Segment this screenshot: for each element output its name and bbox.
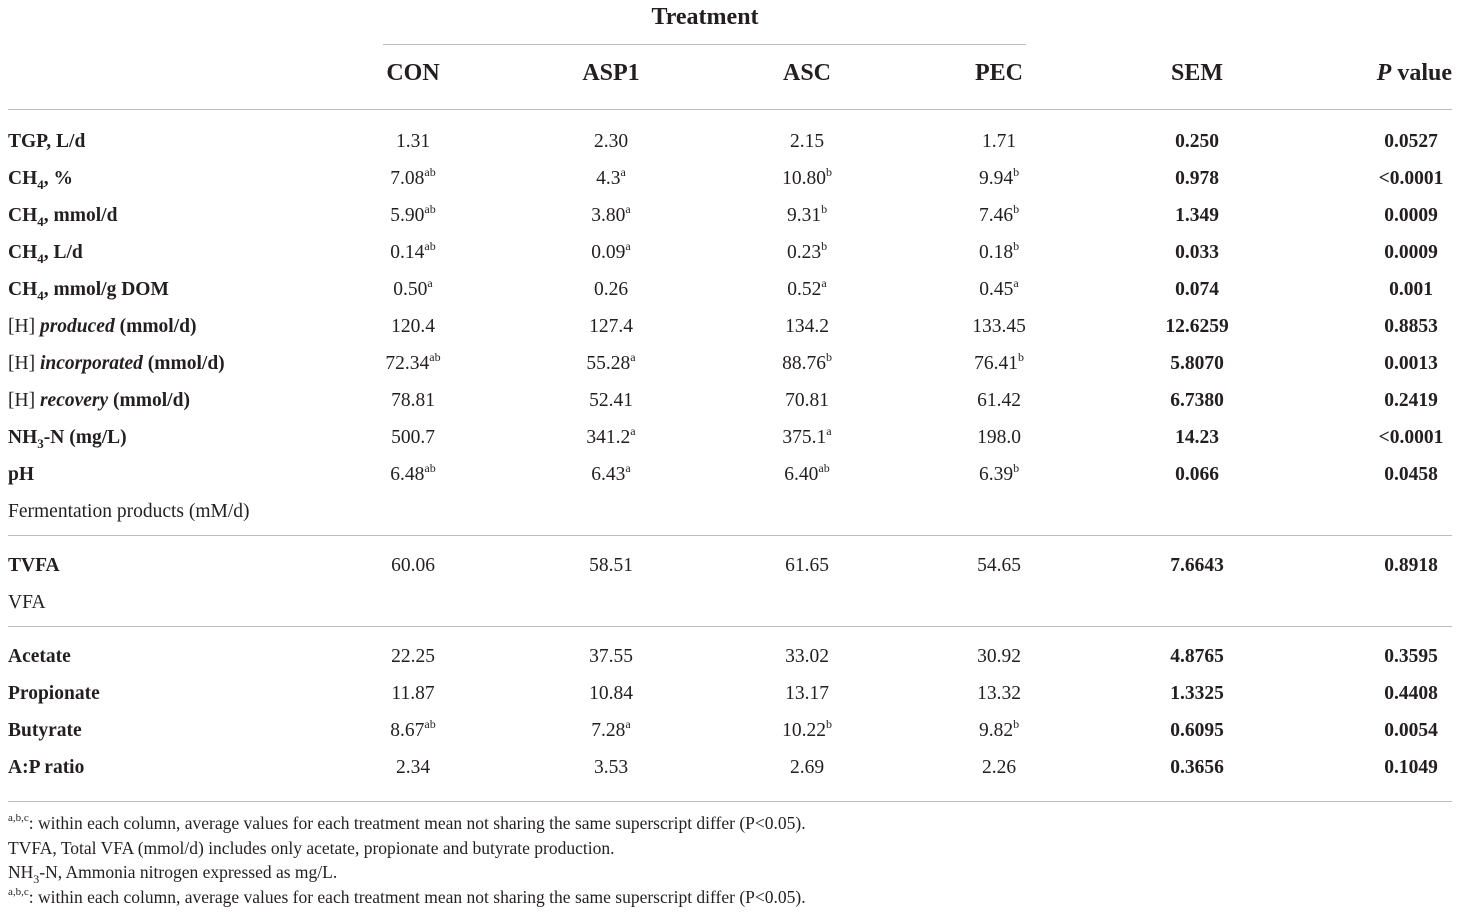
cell-value: 133.45 [972,316,1026,337]
row-label: TGP, L/d [8,131,86,152]
p-value-cell: 0.0527 [1384,131,1438,152]
cell-superscript: a [625,717,631,731]
value-cell [787,275,826,305]
value-cell [784,460,829,490]
cell-value: 52.41 [589,390,633,411]
cell-value: 4.3 [596,168,621,189]
cell-value: 58.51 [589,555,633,576]
value-cell [591,716,630,746]
value-cell [979,164,1019,194]
table-row [0,312,1460,342]
p-value-cell: 0.3595 [1384,646,1438,667]
value-cell [393,275,432,305]
label-prefix: NH [8,427,38,448]
footnote-superscript: a,b,c [8,812,29,824]
cell-value: 13.17 [785,683,829,704]
row-label: Butyrate [8,720,82,741]
table-row [0,201,1460,231]
cell-value: 54.65 [977,555,1021,576]
p-value-rest: value [1391,60,1452,86]
row-label [8,386,190,416]
header-rule [8,109,1452,110]
p-value-cell: 0.0458 [1384,464,1438,485]
cell-value: 0.09 [591,242,626,263]
value-cell [977,386,1021,416]
cell-value: 2.34 [395,757,431,778]
section-rule-fermentation [8,535,1452,536]
value-cell [391,679,434,709]
value-cell [977,642,1021,672]
header-con: CON [386,60,440,86]
value-cell [586,349,635,379]
cell-value: 6.43 [591,464,626,485]
p-italic: P [1376,60,1392,86]
label-suffix: , L/d [43,242,83,263]
value-cell [390,164,435,194]
value-cell [391,551,435,581]
footnote-prefix: NH [8,862,34,882]
row-label [8,164,73,194]
cell-value: 8.67 [390,720,425,741]
value-cell [785,551,829,581]
table-row [0,679,1460,709]
cell-value: 5.90 [390,205,425,226]
cell-value: 3.80 [591,205,626,226]
value-cell [979,460,1019,490]
row-label [8,349,225,379]
p-value-cell: 0.0013 [1384,353,1438,374]
footnote-text: : within each column, average values for each treatment mean not sharing the same superscript differ (P<0.05). [28,813,806,833]
cell-value: 10.84 [589,683,633,704]
cell-value: 7.46 [978,205,1014,226]
value-cell [591,460,630,490]
footnote-superscript: a,b,c [8,886,29,898]
value-cell [391,312,435,342]
treatment-underline [383,44,1026,45]
p-value-cell: 0.4408 [1384,683,1438,704]
cell-value: 37.55 [589,646,633,667]
sem-cell: 0.978 [1175,168,1219,189]
sem-cell: 0.3656 [1170,757,1224,778]
value-cell [979,238,1019,268]
section-rule-vfa [8,626,1452,627]
cell-value: 6.40 [784,464,819,485]
value-cell [589,551,633,581]
bracket-h: [H] [8,316,40,337]
sem-cell: 1.349 [1175,205,1219,226]
cell-superscript: b [825,717,832,731]
cell-superscript: b [821,202,828,216]
table-row [0,423,1460,453]
sem-cell: 0.066 [1175,464,1219,485]
cell-superscript: a [821,276,827,290]
label-suffix: , % [43,168,73,189]
header-asp1: ASP1 [582,60,640,86]
table-row [0,349,1460,379]
footnote [8,886,806,908]
label-italic: incorporated [39,353,143,374]
value-cell [790,753,824,783]
value-cell [596,164,626,194]
bracket-h: [H] [8,390,40,411]
value-cell [979,201,1019,231]
cell-value: 11.87 [391,683,435,704]
cell-superscript: ab [818,461,830,475]
cell-superscript: a [630,424,636,438]
cell-superscript: ab [429,350,441,364]
label-prefix: CH [8,279,38,300]
cell-value: 0.14 [390,242,425,263]
header-treatment: Treatment [651,4,759,30]
cell-value: 6.39 [978,464,1014,485]
cell-superscript: b [825,165,832,179]
value-cell [785,312,829,342]
cell-superscript: a [625,202,631,216]
value-cell [385,349,440,379]
sem-cell: 0.074 [1175,279,1219,300]
value-cell [979,716,1019,746]
label-suffix: (mmol/d) [142,353,225,374]
table-row [0,460,1460,490]
value-cell [594,275,628,305]
cell-value: 2.69 [789,757,825,778]
cell-value: 6.48 [390,464,425,485]
value-cell [977,423,1021,453]
cell-value: 10.80 [782,168,826,189]
cell-value: 2.30 [593,131,629,152]
cell-value: 0.26 [593,279,629,300]
table-row [0,275,1460,305]
cell-value: 88.76 [782,353,826,374]
table-row [0,127,1460,157]
cell-value: 72.34 [385,353,430,374]
cell-value: 1.71 [981,131,1017,152]
sem-cell: 0.033 [1175,242,1219,263]
label-prefix: CH [8,205,38,226]
sem-cell: 14.23 [1175,427,1219,448]
section-label-row [0,588,1460,618]
value-cell [391,423,435,453]
label-suffix: (mmol/d) [114,316,197,337]
row-label [8,423,127,453]
cell-value: 9.31 [786,205,822,226]
p-value-cell: 0.8853 [1384,316,1438,337]
p-value-cell: <0.0001 [1378,427,1444,448]
cell-superscript: a [630,350,636,364]
section-label-row [0,497,1460,527]
label-subscript: 3 [37,436,44,451]
cell-superscript: ab [424,717,436,731]
value-cell [589,312,633,342]
table-row [0,386,1460,416]
row-label [8,238,83,268]
value-cell [396,753,430,783]
label-italic: recovery [39,390,109,411]
p-value-cell: 0.001 [1389,279,1433,300]
cell-value: 76.41 [974,353,1018,374]
cell-value: 9.94 [978,168,1014,189]
label-suffix: -N (mg/L) [43,427,127,448]
sem-cell: 0.6095 [1170,720,1224,741]
sem-cell: 6.7380 [1170,390,1224,411]
cell-value: 0.18 [978,242,1014,263]
row-label [8,201,117,231]
cell-superscript: b [1013,239,1020,253]
value-cell [390,201,435,231]
table-row [0,753,1460,783]
value-cell [391,642,435,672]
value-cell [390,238,435,268]
value-cell [591,201,630,231]
cell-value: 341.2 [586,427,631,448]
cell-value: 2.15 [789,131,825,152]
cell-superscript: ab [424,165,436,179]
label-subscript: 4 [37,214,44,229]
value-cell [586,423,635,453]
table-row [0,716,1460,746]
table-row [0,551,1460,581]
value-cell [785,642,829,672]
row-label: A:P ratio [8,757,85,778]
cell-superscript: a [625,461,631,475]
row-label [8,312,196,342]
cell-value: 500.7 [391,427,435,448]
cell-value: 22.25 [391,646,435,667]
cell-superscript: a [427,276,433,290]
row-label: TVFA [8,555,60,576]
value-cell [782,423,831,453]
label-suffix: , mmol/d [43,205,118,226]
sem-cell: 12.6259 [1165,316,1229,337]
cell-value: 7.08 [390,168,425,189]
value-cell [782,716,832,746]
cell-value: 70.81 [785,390,829,411]
sem-cell: 0.250 [1175,131,1219,152]
label-subscript: 4 [37,288,44,303]
cell-value: 0.23 [786,242,822,263]
p-value-cell: 0.1049 [1384,757,1438,778]
cell-value: 61.42 [977,390,1021,411]
cell-superscript: b [1013,165,1020,179]
value-cell [787,201,827,231]
bracket-h: [H] [8,353,40,374]
cell-superscript: a [1013,276,1019,290]
row-label: Acetate [8,646,71,667]
label-subscript: 4 [37,177,44,192]
cell-value: 33.02 [785,646,829,667]
cell-value: 1.31 [395,131,431,152]
sem-cell: 7.6643 [1170,555,1224,576]
section-label: VFA [8,592,46,613]
section-label: Fermentation products (mM/d) [8,501,250,522]
value-cell [979,275,1018,305]
cell-value: 60.06 [391,555,435,576]
cell-value: 10.22 [782,720,826,741]
cell-value: 0.50 [393,279,428,300]
header-sem: SEM [1170,60,1224,86]
value-cell [390,716,435,746]
footnote [8,812,806,834]
value-cell [396,127,430,157]
p-value-cell: 0.0054 [1384,720,1438,741]
value-cell [594,127,628,157]
value-cell [782,349,832,379]
cell-value: 0.52 [787,279,822,300]
row-label [8,275,169,305]
cell-superscript: b [1013,461,1020,475]
cell-superscript: a [620,165,626,179]
header-asc: ASC [782,60,832,86]
cell-value: 127.4 [589,316,633,337]
row-label: Propionate [8,683,100,704]
cell-value: 30.92 [977,646,1021,667]
header-p-value [1377,60,1452,87]
value-cell [982,753,1016,783]
p-value-cell: 0.8918 [1384,555,1438,576]
cell-superscript: ab [424,239,436,253]
cell-superscript: a [625,239,631,253]
cell-superscript: b [1013,202,1020,216]
footnote-text: -N, Ammonia nitrogen expressed as mg/L. [39,862,338,882]
cell-value: 120.4 [391,316,435,337]
label-prefix: CH [8,242,38,263]
label-subscript: 4 [37,251,44,266]
value-cell [977,551,1021,581]
value-cell [594,753,628,783]
value-cell [785,679,829,709]
cell-value: 9.82 [978,720,1014,741]
cell-value: 3.53 [593,757,629,778]
value-cell [782,164,832,194]
value-cell [785,386,829,416]
footnote-text: TVFA, Total VFA (mmol/d) includes only acetate, propionate and butyrate production. [8,838,615,858]
footer-rule [8,801,1452,802]
value-cell [589,386,633,416]
cell-superscript: b [1017,350,1024,364]
table-row [0,642,1460,672]
value-cell [390,460,435,490]
p-value-cell: 0.2419 [1384,390,1438,411]
value-cell [591,238,630,268]
label-italic: produced [39,316,115,337]
p-value-cell: <0.0001 [1378,168,1444,189]
value-cell [589,679,633,709]
table-row [0,164,1460,194]
cell-value: 78.81 [391,390,435,411]
cell-value: 134.2 [785,316,829,337]
value-cell [589,642,633,672]
cell-value: 375.1 [782,427,827,448]
label-suffix: , mmol/g DOM [43,279,169,300]
cell-value: 7.28 [591,720,626,741]
cell-superscript: ab [424,202,436,216]
row-label: pH [8,464,35,485]
cell-value: 55.28 [586,353,631,374]
cell-superscript: b [825,350,832,364]
table-row [0,238,1460,268]
sem-cell: 1.3325 [1170,683,1224,704]
value-cell [391,386,435,416]
value-cell [787,238,827,268]
footnote-text: : within each column, average values for each treatment mean not sharing the same superscript differ (P<0.05). [28,887,806,907]
footnote-subscript: 3 [33,872,40,886]
value-cell [972,312,1026,342]
value-cell [982,127,1016,157]
cell-superscript: b [1013,717,1020,731]
cell-value: 0.45 [979,279,1014,300]
footnote [8,837,614,859]
sem-cell: 5.8070 [1170,353,1224,374]
cell-value: 13.32 [977,683,1021,704]
value-cell [974,349,1024,379]
cell-superscript: a [826,424,832,438]
cell-value: 198.0 [977,427,1021,448]
p-value-cell: 0.0009 [1384,242,1438,263]
p-value-cell: 0.0009 [1384,205,1438,226]
header-pec: PEC [975,60,1023,86]
cell-superscript: ab [424,461,436,475]
label-suffix: (mmol/d) [108,390,190,411]
cell-superscript: b [821,239,828,253]
label-prefix: CH [8,168,38,189]
value-cell [790,127,824,157]
footnote [8,861,338,886]
cell-value: 2.26 [981,757,1017,778]
sem-cell: 4.8765 [1170,646,1224,667]
cell-value: 61.65 [785,555,829,576]
value-cell [977,679,1021,709]
